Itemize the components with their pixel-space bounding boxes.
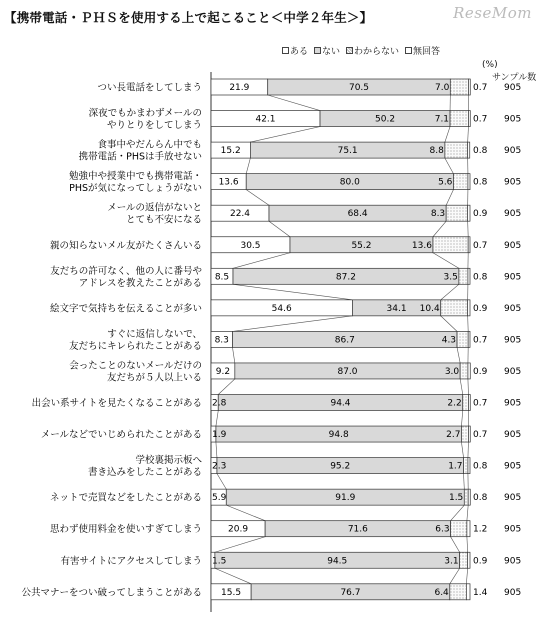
category-label: 絵文字で気持ちを伝えることが多い [49,303,202,315]
connector-line [226,505,265,521]
connector-line [246,190,269,206]
connector-line [451,537,460,553]
connector-line [464,474,465,490]
category-label: PHSが気になってしょうがない [69,183,202,195]
bar-segment-d [466,584,470,600]
unit-label: (%) [482,60,498,70]
value-label-d: 0.8 [473,461,488,472]
value-label-b: 80.0 [339,177,360,188]
connector-line [232,316,352,332]
connector-line [441,284,459,300]
category-label: すぐに返信しないで、 [107,328,202,340]
value-label-a: 20.9 [228,524,249,535]
value-label-c: 10.4 [419,303,440,314]
connector-line [466,568,467,584]
value-label-d: 0.9 [473,556,488,567]
bar-segment-d [468,79,470,95]
value-label-d: 0.7 [473,114,488,125]
bar-segment-c [461,426,468,442]
connector-line [233,253,290,269]
value-label-a: 2.8 [212,398,227,409]
category-label: 親の知らないメル友がたくさんいる [49,240,202,252]
value-label-d: 0.7 [473,398,488,409]
category-label: とても不安になる [125,214,202,226]
bar-segment-d [468,268,470,284]
connector-line [268,95,320,111]
connector-line [433,221,446,237]
value-label-c: 6.4 [434,587,449,598]
value-label-c: 3.5 [443,272,458,283]
bar-segment-d [468,331,470,347]
bar-segment-c [464,458,468,474]
value-label-c: 3.1 [444,556,459,567]
category-label: 友だちの許可なく、他の人に番号や [50,265,202,277]
value-label-d: 0.8 [473,177,488,188]
legend-label-wakaranai: わからない [354,47,400,57]
connector-line [450,568,460,584]
category-label: 学校裏掲示板へ [135,455,202,467]
connector-line [467,537,468,553]
bar-segment-d [467,521,470,537]
category-label: ネットで売買などをしたことがある [49,492,202,504]
value-label-a: 54.6 [271,303,292,314]
category-label: メールの返信がないと [107,202,202,214]
connector-line [217,474,226,490]
value-label-a: 1.5 [212,556,227,567]
category-label: 思わず使用料金を使いすぎてしまう [49,524,202,536]
sample-size-label: 905 [504,209,522,220]
value-label-a: 15.5 [221,587,242,598]
bar-segment-d [468,237,470,253]
connector-line [468,221,469,237]
sample-size-label: 905 [504,493,522,504]
value-label-b: 87.2 [335,272,356,283]
category-label: 食事中やだんらん中でも [97,139,202,151]
value-label-a: 15.2 [220,146,241,157]
bar-segment-c [450,584,467,600]
sample-size-label: 905 [504,303,522,314]
bar-segment-c [451,521,467,537]
value-label-c: 1.5 [448,493,464,504]
connector-line [461,442,463,458]
value-label-c: 1.7 [448,461,463,472]
connector-line [446,190,453,206]
connector-line [269,221,290,237]
sample-size-label: 905 [504,430,522,441]
legend-label-nai: ない [322,47,341,57]
bar-segment-d [468,111,470,127]
bar-segment-d [468,489,470,505]
bar-segment-c [457,331,468,347]
legend-label-aru: ある [290,47,309,57]
value-label-a: 8.5 [214,272,230,283]
bar-segment-c [450,79,468,95]
resemom-logo: ReseMom [453,4,532,22]
category-label: 深夜でもかまわずメールの [88,108,202,120]
sample-size-label: 905 [504,272,522,283]
value-label-a: 42.1 [255,114,276,125]
value-label-b: 71.6 [347,524,368,535]
bar-segment-d [468,395,470,411]
value-label-d: 0.9 [473,209,488,220]
value-label-a: 22.4 [229,209,251,220]
value-label-a: 8.3 [214,335,229,346]
category-label: 勉強中や授業中でも携帯電話・ [68,171,202,183]
value-label-d: 0.9 [473,366,488,377]
sample-size-label: 905 [504,146,522,157]
value-label-d: 0.7 [473,83,488,93]
value-label-a: 30.5 [240,240,261,251]
sample-size-label: 905 [504,461,522,472]
sample-size-label: 905 [504,556,522,567]
category-label: 会ったことのないメールだけの [69,360,202,372]
value-label-a: 1.9 [212,430,227,441]
bar-segment-d [468,363,470,379]
sample-size-label: 905 [504,83,522,93]
connector-line [215,537,265,553]
value-label-b: 50.2 [375,114,396,125]
value-label-d: 1.4 [473,587,488,598]
sample-size-label: 905 [504,587,522,598]
bar-segment-c [445,142,468,158]
bar-segment-d [468,205,470,221]
value-label-c: 8.3 [430,209,446,220]
connector-line [468,442,469,458]
category-label: やりとりをしてしまう [106,120,202,132]
value-label-b: 75.1 [337,146,358,157]
category-label: 書き込みをしたことがある [87,467,202,479]
category-label: 友だちにキレられたことがある [69,340,202,352]
sample-size-label: 905 [504,114,522,125]
connector-line [468,316,469,332]
category-label: メールなどでいじめられたことがある [40,429,202,441]
bar-segment-d [468,174,470,190]
sample-size-label: 905 [504,177,522,188]
connector-line [433,253,459,269]
value-label-b: 95.2 [330,461,351,472]
bar-segment-c [446,205,467,221]
value-label-c: 7.1 [434,114,450,125]
value-label-c: 2.2 [447,398,462,409]
connector-line [216,411,218,427]
value-label-c: 5.6 [438,177,453,188]
bar-segment-c [460,363,468,379]
value-label-d: 0.7 [473,335,488,346]
value-label-b: 91.9 [335,493,356,504]
legend-label-mukaito: 無回答 [413,47,441,57]
value-label-a: 2.3 [212,461,227,472]
value-label-a: 5.9 [212,493,227,504]
value-label-a: 21.9 [229,83,250,93]
bar-segment-d [468,300,470,316]
value-label-b: 94.5 [327,556,348,567]
category-label: 出会い系サイトを見たくなることがある [31,398,202,409]
category-label: 友だちが５人以上いる [106,372,202,384]
connector-line [468,127,469,143]
value-label-a: 9.2 [215,366,231,377]
value-label-c: 7.0 [434,83,450,93]
value-label-b: 34.1 [386,303,407,314]
connector-line [233,284,352,300]
category-label: つい長電話をしてしまう [97,82,202,94]
sample-size-label: 905 [504,335,522,346]
bar-segment-c [433,237,468,253]
connector-line [445,158,454,174]
value-label-b: 94.4 [330,398,351,409]
category-label: アドレスを教えたことがある [78,277,202,289]
bar-segment-d [468,552,470,568]
value-label-d: 0.7 [473,430,488,441]
bar-segment-c [463,395,469,411]
bar-segment-c [453,174,468,190]
sample-size-header: サンプル数 [492,73,537,83]
sample-size-label: 905 [504,366,522,377]
connector-line [218,379,235,395]
value-label-d: 0.8 [473,272,488,283]
connector-line [445,127,450,143]
value-label-b: 70.5 [348,83,370,93]
value-label-c: 13.6 [411,240,432,251]
category-label: 携帯電話・PHSは手放せない [78,151,202,163]
bar-segment-c [450,111,468,127]
value-label-c: 4.3 [441,335,457,346]
value-label-d: 0.8 [473,493,488,504]
value-label-b: 55.2 [351,240,372,251]
connector-line [246,158,250,174]
bar-segment-d [468,142,470,158]
bar-segment-c [460,552,468,568]
value-label-b: 86.7 [334,335,355,346]
category-label: 公共マナーをつい破ってしまうことがある [21,587,202,599]
sample-size-label: 905 [504,240,522,251]
connector-line [461,411,462,427]
bar-segment-c [464,489,468,505]
chart-title: 【携帯電話・ＰＨＳを使用する上で起こること＜中学２年生＞】 [4,10,373,25]
category-label: 有害サイトにアクセスしてしまう [60,555,202,567]
value-label-c: 2.7 [446,430,461,441]
value-label-b: 87.0 [337,366,358,377]
value-label-c: 3.0 [444,366,460,377]
connector-line [250,127,320,143]
bar-segment-c [459,268,468,284]
value-label-b: 94.8 [328,430,349,441]
value-label-c: 8.8 [429,146,444,157]
connector-line [468,379,469,395]
sample-size-label: 905 [504,398,522,409]
sample-size-label: 905 [504,524,522,535]
connector-line [215,568,251,584]
bar-segment-c [441,300,468,316]
connector-line [216,442,217,458]
connector-line [457,347,460,363]
value-label-d: 1.2 [473,524,488,535]
value-label-a: 13.6 [218,177,239,188]
bar-segment-d [468,426,470,442]
connector-line [460,379,463,395]
value-label-d: 0.9 [473,303,488,314]
value-label-d: 0.8 [473,146,488,157]
connector-line [441,316,457,332]
value-label-c: 6.3 [435,524,450,535]
value-label-b: 76.7 [340,587,361,598]
value-label-b: 68.4 [347,209,368,220]
bar-segment-d [468,458,470,474]
value-label-d: 0.7 [473,240,488,251]
connector-line [451,505,465,521]
connector-line [232,347,234,363]
connector-line [467,505,468,521]
